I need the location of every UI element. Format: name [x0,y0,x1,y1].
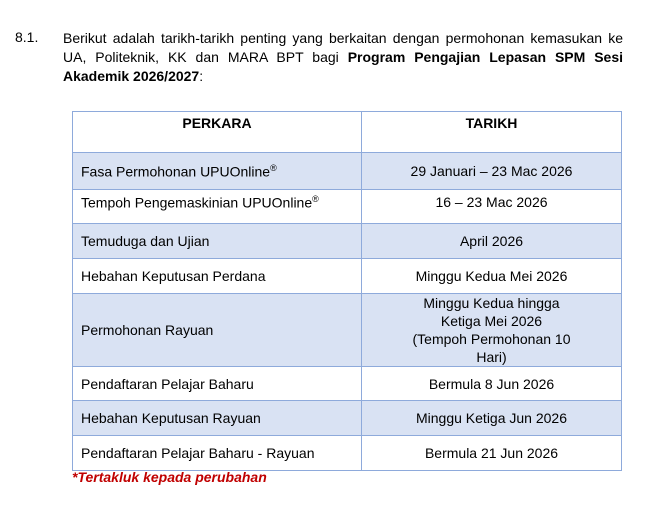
row-date: Bermula 8 Jun 2026 [362,367,622,401]
row-date: Bermula 21 Jun 2026 [362,436,622,471]
disclaimer-note: *Tertakluk kepada perubahan [72,469,267,485]
header-perkara: PERKARA [73,112,362,153]
row-item: Temuduga dan Ujian [73,224,362,259]
table-header [73,112,622,153]
intro-end: : [199,68,204,84]
row-date: 16 – 23 Mac 2026 [362,190,622,224]
table-row [73,294,622,367]
intro-text: Berikut adalah tarikh-tarikh penting yang berkaitan dengan permohonan kemasukan ke UA, Politeknik, KK dan MARA BPT bagi [63,30,623,65]
table-row [73,153,622,190]
row-date: Minggu Kedua hingga Ketiga Mei 2026 [423,295,560,329]
row-item: Hebahan Keputusan Rayuan [73,401,362,436]
table-row [73,190,622,224]
row-date: Minggu Ketiga Jun 2026 [362,401,622,436]
registered-mark: ® [270,162,277,173]
row-date: 29 Januari – 23 Mac 2026 [362,153,622,190]
table-row [73,436,622,471]
row-item: Pendaftaran Pelajar Baharu [73,367,362,401]
table-row [73,367,622,401]
row-date-note: (Tempoh Permohonan 10 Hari) [412,331,571,365]
table-row [73,224,622,259]
header-tarikh: TARIKH [362,112,622,153]
row-date: Minggu Kedua Mei 2026 [362,259,622,294]
row-date: April 2026 [362,224,622,259]
table-row [73,259,622,294]
table-row [73,401,622,436]
intro-program: Program Pengajian Lepasan SPM Sesi Akademik 2026/2027 [63,49,623,84]
row-item: Tempoh Pengemaskinian UPUOnline [81,194,313,211]
row-item: Permohonan Rayuan [73,294,362,367]
row-item: Hebahan Keputusan Perdana [73,259,362,294]
dates-table [72,111,622,471]
registered-mark: ® [312,194,319,204]
row-item: Pendaftaran Pelajar Baharu - Rayuan [73,436,362,471]
section-number: 8.1. [15,29,39,45]
row-item: Fasa Permohonan UPUOnline [81,163,271,180]
intro-paragraph [63,29,623,86]
